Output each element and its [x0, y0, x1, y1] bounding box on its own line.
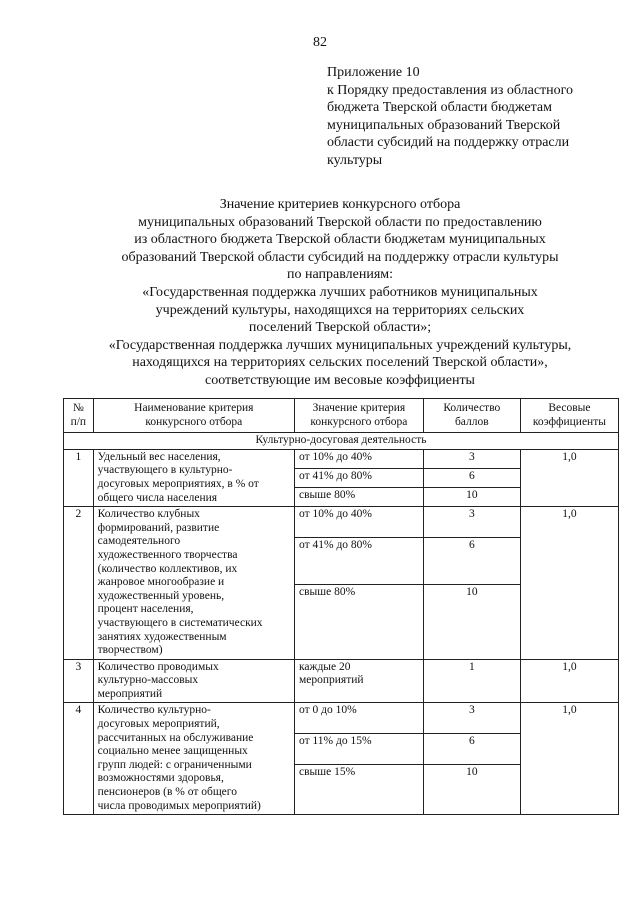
header-criterion-name: Наименование критерия конкурсного отбора [93, 399, 294, 433]
criterion-value: от 0 до 10% [294, 703, 423, 734]
criterion-name: Количество проводимых культурно-массовых мероприятий [93, 659, 294, 703]
criterion-value: свыше 80% [294, 585, 423, 660]
table-row [64, 703, 619, 734]
criterion-value: от 10% до 40% [294, 449, 423, 468]
row-num: 2 [64, 507, 94, 660]
appendix-line: бюджета Тверской области бюджетам [327, 100, 552, 115]
appendix-line: муниципальных образований Тверской [327, 117, 561, 133]
points: 10 [423, 765, 520, 815]
points: 10 [423, 585, 520, 660]
appendix-note [327, 64, 617, 169]
heading-line: поселений Тверской области»; [248, 320, 432, 336]
document-heading [40, 196, 640, 390]
criterion-value: от 10% до 40% [294, 507, 423, 538]
header-num: № п/п [64, 399, 94, 433]
points: 3 [423, 703, 520, 734]
table-row [64, 507, 619, 538]
weight: 1,0 [520, 507, 618, 660]
points: 3 [423, 449, 520, 468]
row-num: 1 [64, 449, 94, 506]
weight: 1,0 [520, 659, 618, 703]
heading-line: образований Тверской области субсидий на поддержку отрасли культуры [121, 249, 559, 265]
criterion-value: каждые 20 мероприятий [294, 659, 423, 703]
weight: 1,0 [520, 703, 618, 815]
criterion-name: Удельный вес населения, участвующего в культурно- досуговых мероприятиях, в % от общего числа населения [93, 449, 294, 506]
header-points: Количество баллов [423, 399, 520, 433]
criterion-name: Количество клубных формирований, развитие самодеятельного художественного творчества (количество коллективов, их жанровое многообразие и художественный уровень, процент населения, участвующего в систематических занятиях художественным творчеством) [93, 507, 294, 660]
heading-line: «Государственная поддержка лучших муниципальных учреждений культуры, [108, 337, 572, 353]
heading-line: соответствующие им весовые коэффициенты [205, 372, 475, 388]
appendix-line: Приложение 10 [327, 65, 420, 80]
header-criterion-value: Значение критерия конкурсного отбора [294, 399, 423, 433]
heading-line: Значение критериев конкурсного отбора [219, 197, 461, 212]
heading-line: по направлениям: [286, 267, 394, 283]
heading-line: находящихся на территориях сельских поселений Тверской области», [132, 355, 548, 371]
heading-line: муниципальных образований Тверской области по предоставлению [138, 214, 542, 230]
criteria-table [63, 398, 619, 815]
weight: 1,0 [520, 449, 618, 506]
section-title: Культурно-досуговая деятельность [64, 433, 619, 450]
table-row [64, 449, 619, 468]
points: 6 [423, 734, 520, 765]
section-row [64, 433, 619, 450]
criterion-value: свыше 15% [294, 765, 423, 815]
row-num: 3 [64, 659, 94, 703]
appendix-line: культуры [327, 152, 383, 168]
table-header-row [64, 399, 619, 433]
header-weight: Весовые коэффициенты [520, 399, 618, 433]
points: 10 [423, 488, 520, 507]
criterion-value: от 41% до 80% [294, 538, 423, 585]
points: 3 [423, 507, 520, 538]
page-number: 82 [313, 35, 327, 50]
points: 6 [423, 468, 520, 487]
heading-line: учреждений культуры, находящихся на территориях сельских [155, 302, 525, 318]
criterion-name: Количество культурно- досуговых мероприятий, рассчитанных на обслуживание социально менее защищенных групп людей: с ограниченными возможностями здоровья, пенсионеров (в % от общего числа проводимых мероприятий) [93, 703, 294, 815]
table-row [64, 659, 619, 703]
points: 1 [423, 659, 520, 703]
appendix-line: к Порядку предоставления из областного [327, 82, 574, 98]
criterion-value: свыше 80% [294, 488, 423, 507]
criterion-value: от 11% до 15% [294, 734, 423, 765]
points: 6 [423, 538, 520, 585]
heading-line: из областного бюджета Тверской области бюджетам муниципальных [134, 232, 546, 248]
criterion-value: от 41% до 80% [294, 468, 423, 487]
appendix-line: области субсидий на поддержку отрасли [327, 135, 570, 150]
heading-line: «Государственная поддержка лучших работников муниципальных [142, 284, 538, 300]
row-num: 4 [64, 703, 94, 815]
